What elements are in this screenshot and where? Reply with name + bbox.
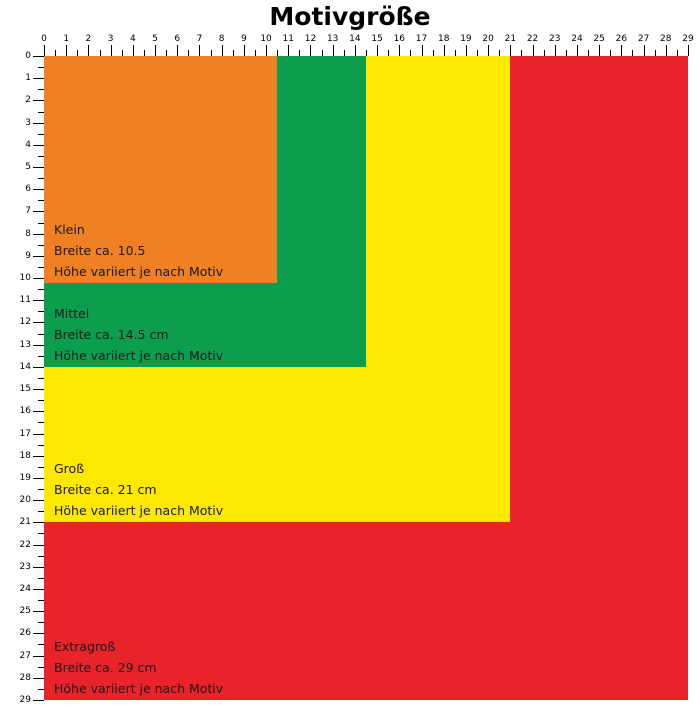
ruler-label-h-26: 26 bbox=[615, 34, 628, 44]
ruler-label-h-27: 27 bbox=[637, 34, 650, 44]
ruler-label-h-20: 20 bbox=[482, 34, 494, 44]
ruler-tick-v-12 bbox=[33, 322, 44, 323]
ruler-tick-v-11 bbox=[33, 300, 44, 301]
ruler-label-v-8: 8 bbox=[25, 228, 31, 239]
ruler-label-v-28: 28 bbox=[19, 672, 31, 683]
ruler-label-h-22: 22 bbox=[526, 34, 539, 44]
ruler-label-v-25: 25 bbox=[19, 606, 31, 617]
ruler-label-h-9: 9 bbox=[240, 34, 247, 44]
ruler-label-v-23: 23 bbox=[19, 561, 31, 572]
ruler-label-v-26: 26 bbox=[19, 628, 31, 639]
ruler-tick-v-27 bbox=[33, 656, 44, 657]
ruler-tick-h-1 bbox=[66, 45, 67, 56]
ruler-label-h-23: 23 bbox=[549, 34, 561, 44]
size-label-gross-name: Groß bbox=[54, 461, 85, 477]
ruler-tick-v-0 bbox=[33, 56, 44, 57]
ruler-tick-h-8 bbox=[222, 45, 223, 56]
ruler-label-v-18: 18 bbox=[19, 450, 31, 461]
size-label-mittel-name: Mittel bbox=[54, 305, 90, 321]
ruler-tick-h-17 bbox=[422, 45, 423, 56]
size-label-extragross-height: Höhe variiert je nach Motiv bbox=[54, 681, 224, 696]
ruler-label-v-4: 4 bbox=[25, 139, 31, 150]
ruler-tick-h-6 bbox=[177, 45, 178, 56]
ruler-label-h-14: 14 bbox=[349, 34, 361, 44]
ruler-tick-v-16 bbox=[33, 411, 44, 412]
ruler-tick-h-18 bbox=[444, 45, 445, 56]
ruler-tick-h-0 bbox=[44, 45, 45, 56]
ruler-label-v-24: 24 bbox=[19, 583, 31, 594]
ruler-label-h-1: 1 bbox=[63, 34, 70, 44]
size-block-klein[interactable] bbox=[44, 56, 277, 283]
ruler-label-v-7: 7 bbox=[25, 206, 31, 217]
ruler-tick-h-29 bbox=[688, 45, 689, 56]
size-label-klein-name: Klein bbox=[54, 221, 85, 237]
ruler-tick-v-1 bbox=[33, 78, 44, 79]
ruler-tick-h-3 bbox=[111, 45, 112, 56]
ruler-tick-v-15 bbox=[33, 389, 44, 390]
ruler-tick-h-15 bbox=[377, 45, 378, 56]
size-label-gross-width: Breite ca. 21 cm bbox=[54, 482, 157, 498]
ruler-label-v-29: 29 bbox=[19, 695, 31, 705]
ruler-tick-h-2 bbox=[88, 45, 89, 56]
ruler-label-h-28: 28 bbox=[660, 34, 672, 44]
ruler-label-v-3: 3 bbox=[25, 117, 31, 128]
ruler-label-v-5: 5 bbox=[25, 162, 31, 173]
ruler-label-v-19: 19 bbox=[19, 472, 31, 483]
ruler-tick-v-18 bbox=[33, 456, 44, 457]
ruler-tick-h-28 bbox=[666, 45, 667, 56]
size-label-extragross-width: Breite ca. 29 cm bbox=[54, 660, 157, 675]
ruler-tick-v-22 bbox=[33, 545, 44, 546]
ruler-tick-v-14 bbox=[33, 367, 44, 368]
ruler-tick-v-3 bbox=[33, 123, 44, 124]
ruler-tick-h-4 bbox=[133, 45, 134, 56]
ruler-tick-h-25 bbox=[599, 45, 600, 56]
ruler-tick-v-29 bbox=[33, 700, 44, 701]
ruler-label-v-2: 2 bbox=[25, 95, 31, 106]
ruler-label-v-14: 14 bbox=[19, 361, 31, 372]
ruler-label-h-29: 29 bbox=[682, 34, 694, 44]
ruler-tick-v-26 bbox=[33, 633, 44, 634]
ruler-label-h-7: 7 bbox=[196, 34, 203, 44]
ruler-tick-v-9 bbox=[33, 256, 44, 257]
ruler-tick-v-28 bbox=[33, 678, 44, 679]
ruler-label-v-27: 27 bbox=[19, 650, 31, 661]
ruler-label-v-1: 1 bbox=[25, 73, 31, 84]
ruler-tick-h-12 bbox=[310, 45, 311, 56]
ruler-label-v-16: 16 bbox=[19, 406, 31, 417]
size-label-extragross-name: Extragroß bbox=[54, 639, 116, 654]
ruler-label-h-4: 4 bbox=[129, 34, 136, 44]
ruler-tick-h-19 bbox=[466, 45, 467, 56]
ruler-tick-h-9 bbox=[244, 45, 245, 56]
size-label-mittel-height: Höhe variiert je nach Motiv bbox=[54, 347, 224, 363]
ruler-tick-h-13 bbox=[333, 45, 334, 56]
size-label-klein-height: Höhe variiert je nach Motiv bbox=[54, 263, 224, 279]
ruler-label-h-10: 10 bbox=[260, 34, 272, 44]
size-chart-canvas bbox=[44, 56, 688, 700]
ruler-label-h-15: 15 bbox=[371, 34, 383, 44]
ruler-label-h-0: 0 bbox=[41, 34, 47, 44]
ruler-tick-v-10 bbox=[33, 278, 44, 279]
ruler-tick-v-5 bbox=[33, 167, 44, 168]
ruler-label-h-5: 5 bbox=[152, 34, 158, 44]
ruler-tick-h-5 bbox=[155, 45, 156, 56]
ruler-label-h-16: 16 bbox=[393, 34, 406, 44]
ruler-label-h-3: 3 bbox=[107, 34, 114, 44]
ruler-tick-v-25 bbox=[33, 611, 44, 612]
ruler-tick-h-11 bbox=[288, 45, 289, 56]
ruler-label-h-19: 19 bbox=[460, 34, 472, 44]
ruler-label-v-11: 11 bbox=[19, 295, 31, 306]
ruler-label-h-12: 12 bbox=[304, 34, 317, 44]
ruler-tick-v-2 bbox=[33, 100, 44, 101]
ruler-tick-v-4 bbox=[33, 145, 44, 146]
size-label-gross-height: Höhe variiert je nach Motiv bbox=[54, 503, 224, 519]
ruler-label-h-13: 13 bbox=[326, 34, 339, 44]
size-label-mittel-width: Breite ca. 14.5 cm bbox=[54, 326, 169, 342]
ruler-tick-h-10 bbox=[266, 45, 267, 56]
ruler-label-h-24: 24 bbox=[571, 34, 583, 44]
ruler-tick-v-20 bbox=[33, 500, 44, 501]
ruler-label-h-25: 25 bbox=[593, 34, 605, 44]
ruler-label-v-10: 10 bbox=[19, 273, 31, 284]
vertical-ruler bbox=[0, 51, 44, 705]
size-label-klein-width: Breite ca. 10.5 bbox=[54, 242, 146, 258]
ruler-label-v-13: 13 bbox=[19, 339, 31, 350]
ruler-label-v-6: 6 bbox=[25, 184, 31, 195]
ruler-label-v-9: 9 bbox=[25, 250, 31, 261]
ruler-label-h-8: 8 bbox=[218, 34, 225, 44]
ruler-tick-v-17 bbox=[33, 434, 44, 435]
page-title: Motivgröße bbox=[269, 2, 431, 31]
ruler-tick-h-27 bbox=[644, 45, 645, 56]
ruler-label-v-22: 22 bbox=[19, 539, 31, 550]
ruler-label-h-18: 18 bbox=[437, 34, 450, 44]
ruler-tick-v-19 bbox=[33, 478, 44, 479]
ruler-tick-v-24 bbox=[33, 589, 44, 590]
ruler-label-h-17: 17 bbox=[415, 34, 428, 44]
ruler-label-v-21: 21 bbox=[19, 517, 31, 528]
ruler-label-v-17: 17 bbox=[19, 428, 31, 439]
ruler-tick-v-13 bbox=[33, 345, 44, 346]
ruler-tick-h-7 bbox=[199, 45, 200, 56]
ruler-tick-h-24 bbox=[577, 45, 578, 56]
ruler-tick-h-20 bbox=[488, 45, 489, 56]
ruler-tick-v-23 bbox=[33, 567, 44, 568]
ruler-tick-h-22 bbox=[533, 45, 534, 56]
ruler-label-h-11: 11 bbox=[282, 34, 294, 44]
ruler-tick-v-8 bbox=[33, 234, 44, 235]
ruler-tick-h-14 bbox=[355, 45, 356, 56]
ruler-label-v-20: 20 bbox=[19, 495, 31, 506]
horizontal-ruler bbox=[41, 34, 694, 56]
ruler-label-h-6: 6 bbox=[174, 34, 181, 44]
ruler-tick-h-26 bbox=[621, 45, 622, 56]
ruler-label-v-0: 0 bbox=[25, 51, 31, 61]
ruler-tick-h-21 bbox=[510, 45, 511, 56]
ruler-tick-v-6 bbox=[33, 189, 44, 190]
ruler-tick-v-7 bbox=[33, 211, 44, 212]
ruler-tick-h-16 bbox=[399, 45, 400, 56]
ruler-label-h-21: 21 bbox=[504, 34, 517, 44]
ruler-tick-h-23 bbox=[555, 45, 556, 56]
ruler-label-h-2: 2 bbox=[85, 34, 92, 44]
ruler-tick-v-21 bbox=[33, 522, 44, 523]
ruler-label-v-15: 15 bbox=[19, 384, 31, 395]
ruler-label-v-12: 12 bbox=[19, 317, 31, 328]
